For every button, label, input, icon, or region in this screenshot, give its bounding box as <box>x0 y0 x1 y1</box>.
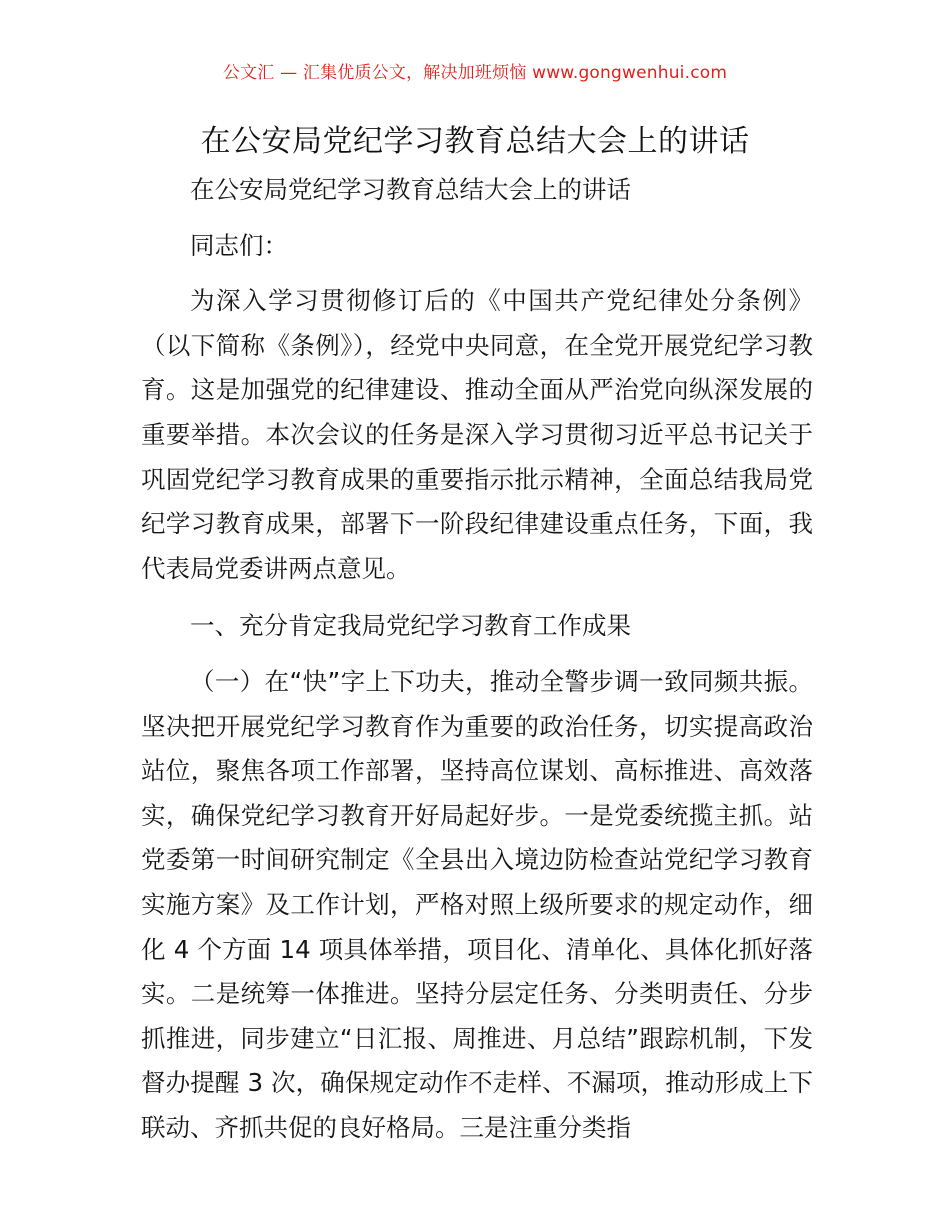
section-heading: 一、充分肯定我局党纪学习教育工作成果 <box>190 611 631 641</box>
document-body <box>141 168 813 1163</box>
salutation-paragraph: 同志们： <box>190 230 288 260</box>
document-title: 在公安局党纪学习教育总结大会上的讲话 <box>200 124 750 159</box>
section-paragraph: （一）在“快”字上下功夫，推动全警步调一致同频共振。坚决把开展党纪学习教育作为重要的政治任务，切实提高政治站位，聚焦各项工作部署，坚持高位谋划、高标推进、高效落实，确保党纪学习教育开好局起好步。一是党委统揽主抓。站党委第一时间研究制定《全县出入境边防检查站党纪学习教育实施方案》及工作计划，严格对照上级所要求的规定动作，细化 4 个方面 14 项具体举措，项目化、清单化、具体化抓好落实。二是统筹一体推进。坚持分层定任务、分类明责任、分步抓推进，同步建立“日汇报、周推进、月总结”跟踪机制，下发督办提醒 3 次，确保规定动作不走样、不漏项，推动形成上下联动、齐抓共促的良好格局。三是注重分类指 <box>141 666 813 1142</box>
intro-paragraph: 为深入学习贯彻修订后的《中国共产党纪律处分条例》（以下简称《条例》），经党中央同意，在全党开展党纪学习教育。这是加强党的纪律建设、推动全面从严治党向纵深发展的重要举措。本次会议的任务是深入学习贯彻习近平总书记关于巩固党纪学习教育成果的重要指示批示精神，全面总结我局党纪学习教育成果，部署下一阶段纪律建设重点任务，下面，我代表局党委讲两点意见。 <box>141 286 813 583</box>
subtitle-paragraph: 在公安局党纪学习教育总结大会上的讲话 <box>190 175 631 204</box>
header-banner: 公文汇 — 汇集优质公文，解决加班烦恼 www.gongwenhui.com <box>222 63 728 83</box>
